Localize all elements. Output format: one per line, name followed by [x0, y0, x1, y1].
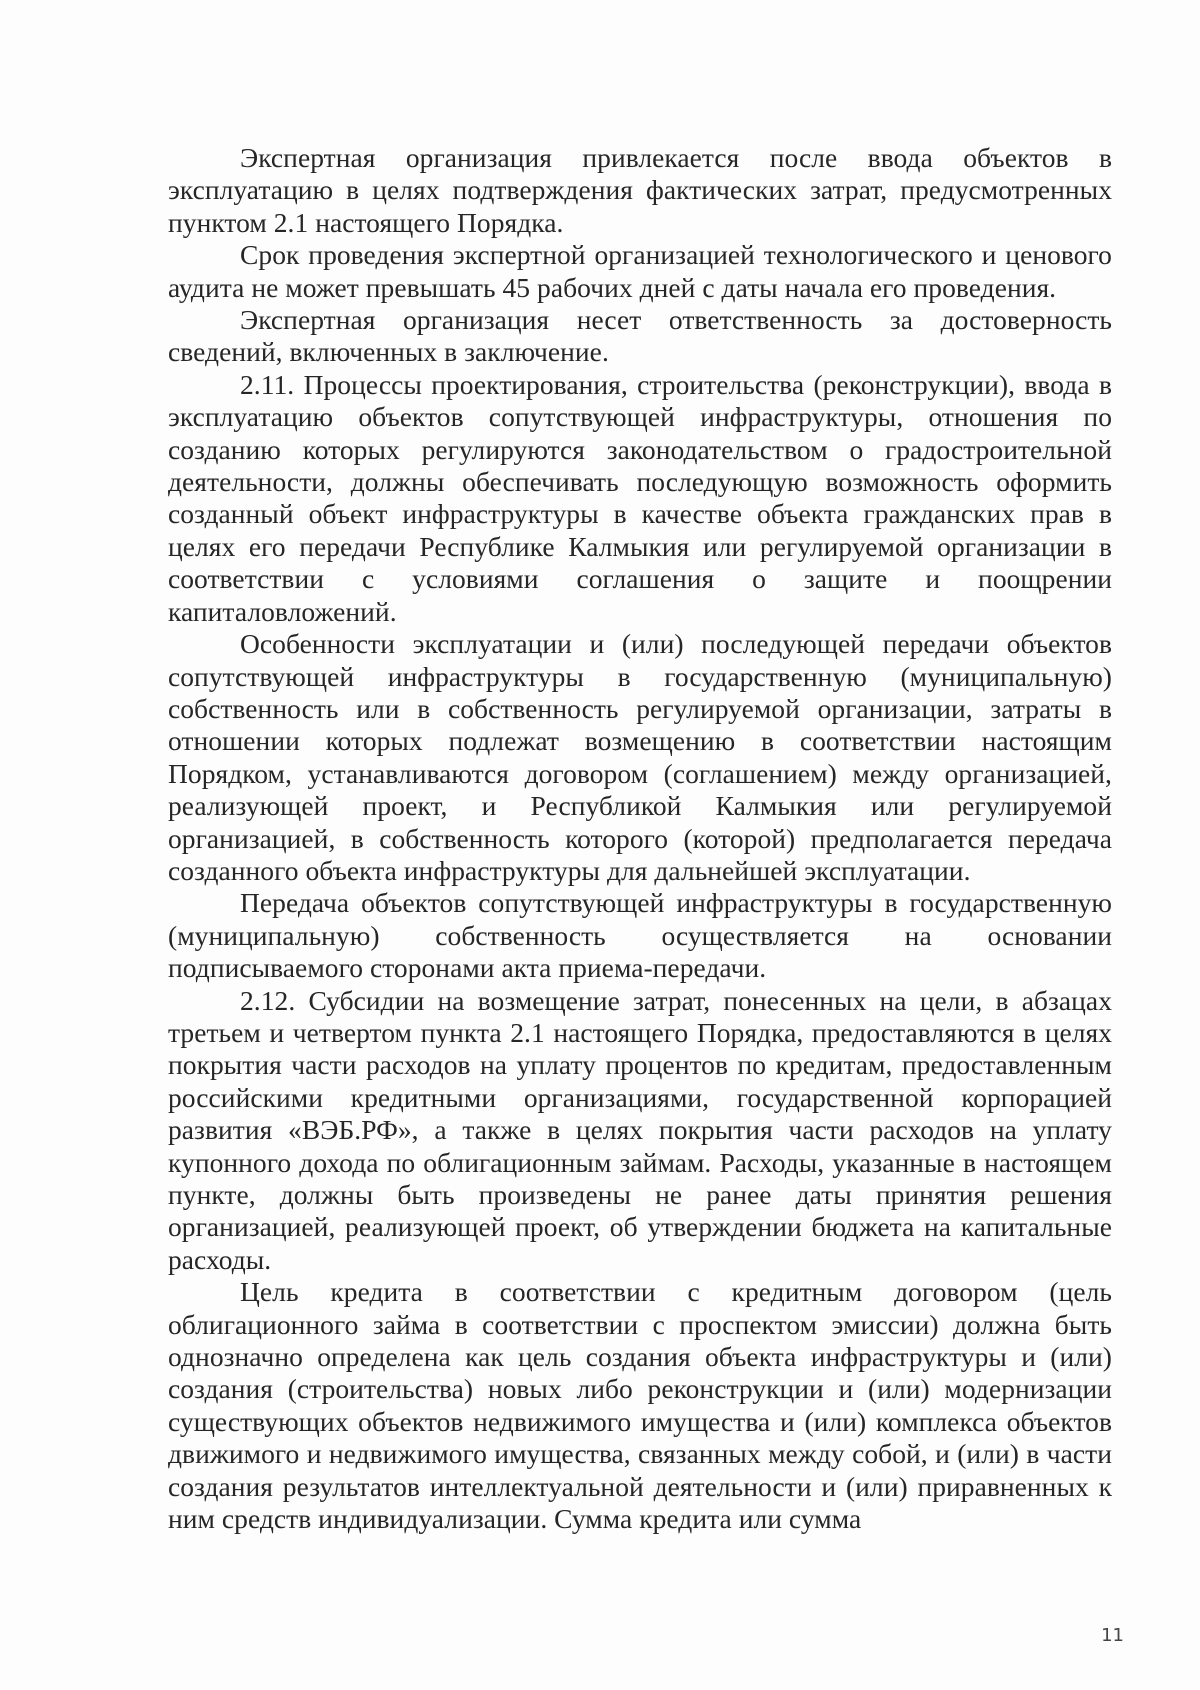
- document-body: [168, 142, 1112, 1535]
- paragraph-transfer: Передача объектов сопутствующей инфраструктуры в государственную (муниципальную) собственность осуществляется на основании подписываемого сторонами акта приема-передачи.: [168, 887, 1112, 984]
- paragraph-expert-responsibility: Экспертная организация несет ответственность за достоверность сведений, включенных в заключение.: [168, 304, 1112, 368]
- paragraph-operation-features: Особенности эксплуатации и (или) последующей передачи объектов сопутствующей инфраструктуры в государственную (муниципальную) собственность или в собственность регулируемой организации, затраты в отношении которых подлежат возмещению в соответствии настоящим Порядком, устанавливаются договором (соглашением) между организацией, реализующей проект, и Республикой Калмыкия или регулируемой организацией, в собственность которого (которой) предполагается передача созданного объекта инфраструктуры для дальнейшей эксплуатации.: [168, 628, 1112, 886]
- paragraph-2-11: 2.11. Процессы проектирования, строительства (реконструкции), ввода в эксплуатацию объектов сопутствующей инфраструктуры, отношения по созданию которых регулируются законодательством о градостроительной деятельности, должны обеспечивать последующую возможность оформить созданный объект инфраструктуры в качестве объекта гражданских прав в целях его передачи Республике Калмыкия или регулируемой организации в соответствии с условиями соглашения о защите и поощрении капиталовложений.: [168, 368, 1112, 627]
- page-number: 11: [1101, 1625, 1124, 1646]
- paragraph-credit-purpose: Цель кредита в соответствии с кредитным договором (цель облигационного займа в соответствии с проспектом эмиссии) должна быть однозначно определена как цель создания объекта инфраструктуры и (или) создания (строительства) новых либо реконструкции и (или) модернизации существующих объектов недвижимого имущества и (или) комплекса объектов движимого и недвижимого имущества, связанных между собой, и (или) в части создания результатов интеллектуальной деятельности и (или) приравненных к ним средств индивидуализации. Сумма кредита или сумма: [168, 1276, 1112, 1535]
- paragraph-2-12: 2.12. Субсидии на возмещение затрат, понесенных на цели, в абзацах третьем и четвертом пункта 2.1 настоящего Порядка, предоставляются в целях покрытия части расходов на уплату процентов по кредитам, предоставленным российскими кредитными организациями, государственной корпорацией развития «ВЭБ.РФ», а также в целях покрытия части расходов на уплату купонного дохода по облигационным займам. Расходы, указанные в настоящем пункте, должны быть произведены не ранее даты принятия решения организацией, реализующей проект, об утверждении бюджета на капитальные расходы.: [168, 984, 1112, 1275]
- paragraph-expert-involvement: Экспертная организация привлекается после ввода объектов в эксплуатацию в целях подтверждения фактических затрат, предусмотренных пунктом 2.1 настоящего Порядка.: [168, 142, 1112, 238]
- paragraph-audit-term: Срок проведения экспертной организацией технологического и ценового аудита не может превышать 45 рабочих дней с даты начала его проведения.: [168, 239, 1112, 303]
